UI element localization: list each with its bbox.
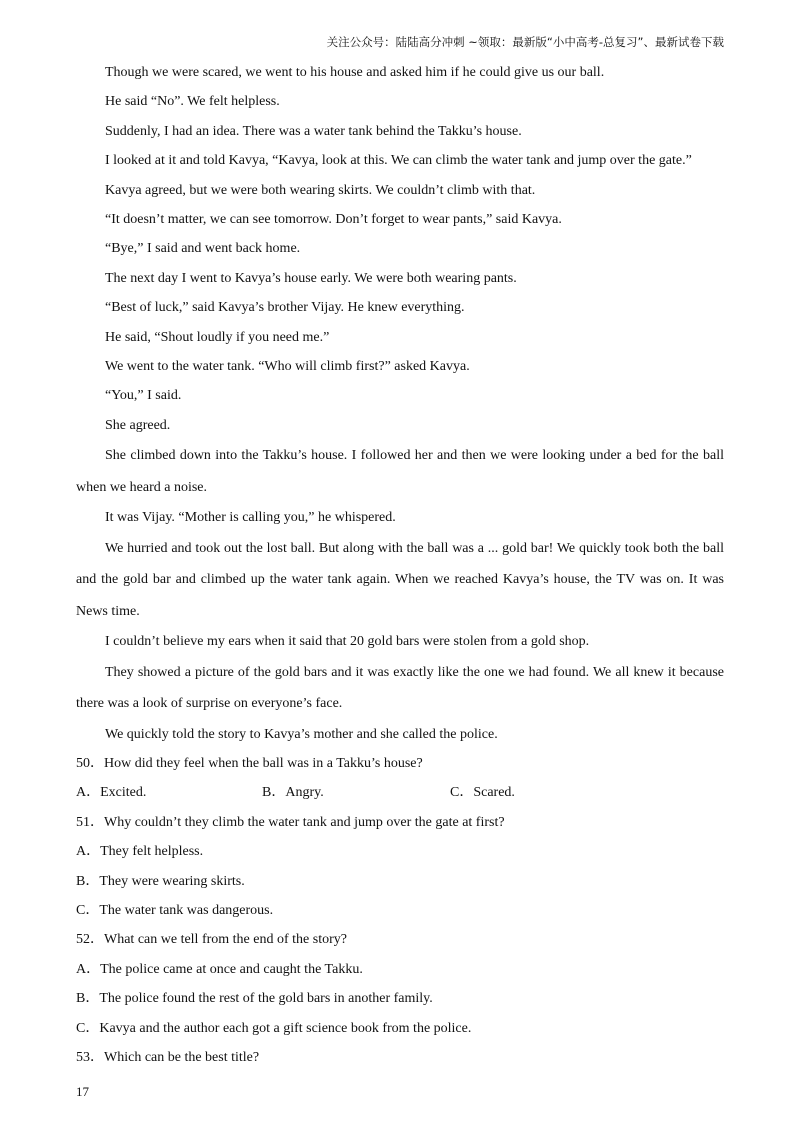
page-number: 17 <box>76 1084 89 1099</box>
page-content <box>76 58 724 1072</box>
option-c: C．The water tank was dangerous. <box>76 903 274 919</box>
option-b: B．The police found the rest of the gold bars in another family. <box>76 991 433 1007</box>
story-paragraph: Though we were scared, we went to his house and asked him if he could give us our ball. <box>105 65 605 80</box>
question-50: 50．How did they feel when the ball was in a Takku’s house? <box>76 756 423 771</box>
story-paragraph: “Best of luck,” said Kavya’s brother Vijay. He knew everything. <box>105 300 465 316</box>
question-51: 51．Why couldn’t they climb the water tank and jump over the gate at first? <box>76 814 505 830</box>
story-paragraph: “It doesn’t matter, we can see tomorrow. Don’t forget to wear pants,” said Kavya. <box>105 212 562 228</box>
story-paragraph: It was Vijay. “Mother is calling you,” he whispered. <box>105 510 396 526</box>
option-c: C．Kavya and the author each got a gift science book from the police. <box>76 1020 472 1036</box>
story-paragraph: We went to the water tank. “Who will climb first?” asked Kavya. <box>105 359 470 375</box>
story-paragraph: “Bye,” I said and went back home. <box>105 241 301 257</box>
story-paragraph: She agreed. <box>105 417 171 433</box>
story-paragraph: They showed a picture of the gold bars and it was exactly like the one we had found. We all knew it because there was a look of surprise on everyone’s face. <box>76 664 724 712</box>
question-53: 53．Which can be the best title? <box>76 1050 260 1066</box>
question-52: 52．What can we tell from the end of the story? <box>76 932 347 948</box>
story-paragraph: I couldn’t believe my ears when it said that 20 gold bars were stolen from a gold shop. <box>105 634 590 650</box>
page-header: 关注公众号：陆陆高分冲刺 ~领取：最新版“小中高考-总复习”、最新试卷下载 <box>326 35 724 49</box>
question-50-options <box>76 778 724 807</box>
story-paragraph: Kavya agreed, but we were both wearing skirts. We couldn’t climb with that. <box>105 182 536 198</box>
option-b: B．They were wearing skirts. <box>76 873 245 889</box>
story-paragraph: He said, “Shout loudly if you need me.” <box>105 329 330 345</box>
option-a: A．The police came at once and caught the Takku. <box>76 961 363 977</box>
story-paragraph: We quickly told the story to Kavya’s mother and she called the police. <box>105 726 498 742</box>
story-paragraph: “You,” I said. <box>105 388 182 404</box>
story-paragraph: Suddenly, I had an idea. There was a water tank behind the Takku’s house. <box>105 123 522 139</box>
story-paragraph: We hurried and took out the lost ball. But along with the ball was a ... gold bar! We quickly took both the ball and the gold bar and climbed up the water tank again. When we reached Kavya’s house, the TV was on. It was News time. <box>76 540 724 619</box>
story-paragraph: I looked at it and told Kavya, “Kavya, look at this. We can climb the water tank and jump over the gate.” <box>105 153 692 169</box>
story-paragraph: He said “No”. We felt helpless. <box>105 94 280 110</box>
story-paragraph: She climbed down into the Takku’s house. I followed her and then we were looking under a bed for the ball when we heard a noise. <box>76 448 724 495</box>
option-b: B．Angry. <box>262 785 324 801</box>
option-a: A．Excited. <box>76 785 147 801</box>
story-paragraph: The next day I went to Kavya’s house early. We were both wearing pants. <box>105 270 517 286</box>
option-a: A．They felt helpless. <box>76 844 204 860</box>
option-c: C．Scared. <box>450 785 515 801</box>
